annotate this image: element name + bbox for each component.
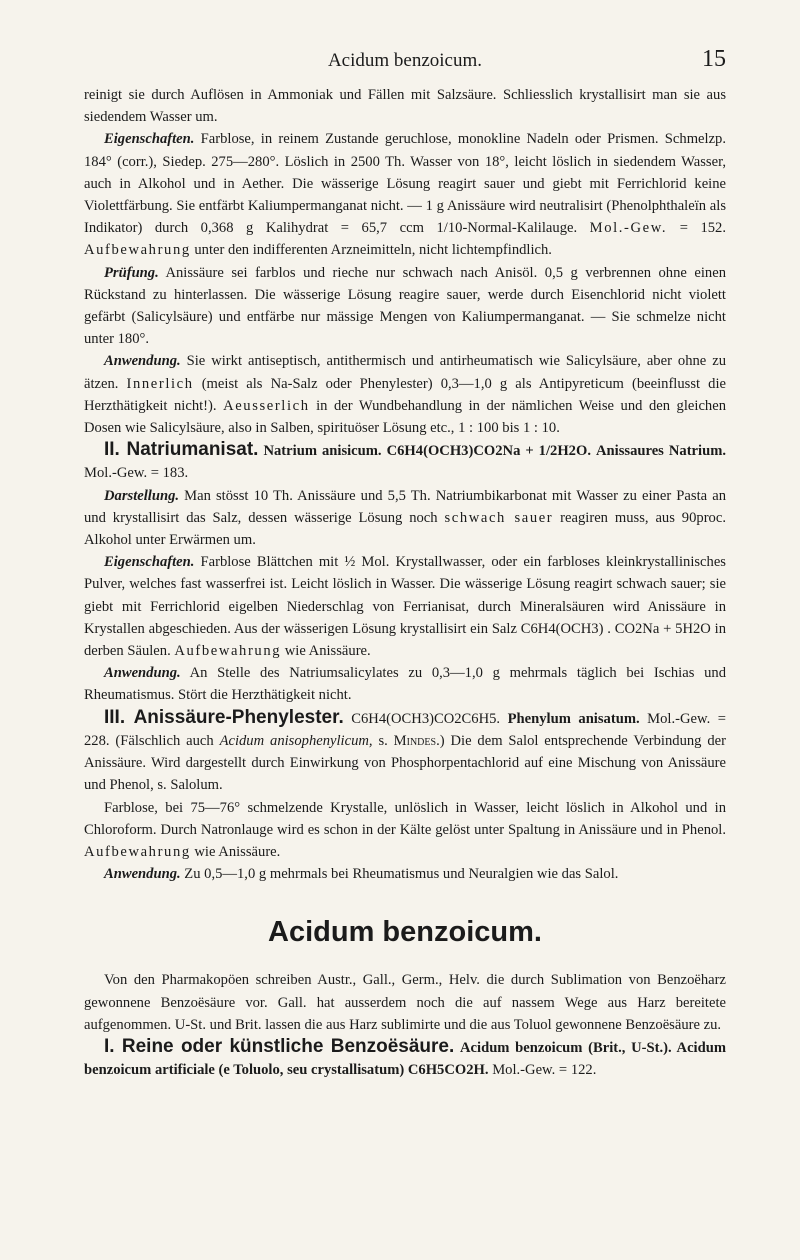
label-anwendung: Anwendung. [104,665,181,682]
running-title: Acidum benzoicum. [327,50,483,71]
paragraph-intro: reinigt sie durch Auflösen in Ammoniak und Fällen mit Salzsäure. Schliesslich krystallisirt man sie aus siedendem Wasser um. [84,87,726,126]
section-heading: II. Natriumanisat. [104,439,259,461]
label-eigenschaften: Eigenschaften. [104,554,195,571]
paragraph-pruefung: Prüfung. Anissäure sei farblos und rieche nur schwach nach Anisöl. 0,5 g verbrennen ohne einen Rückstand zu hinterlassen. Die wässerige Lösung reagire sauer, werde durch Eisenchlorid nicht violett gefärbt (Salicylsäure) und entfärbe nur mässige Mengen von Kaliumpermanganat. — Sie schmelze nicht unter 180°. [84,264,726,348]
paragraph-anwendung-2: Anwendung. An Stelle des Natriumsalicylates zu 0,3—1,0 g mehrmals täglich bei Ischias und Rheumatismus. Stört die Herzthätigkeit nicht. [84,665,726,704]
paragraph-eigenschaften-2: Eigenschaften. Farblose Blättchen mit ½ Mol. Krystallwasser, oder ein farbloses kleinkrystallinisches Pulver, welches fast wasserfrei ist. Leicht löslich in Wasser. Die wässerige Lösung reagirt schwach sauer; sie giebt mit Ferrichlorid eigelben Niederschlag von Ferrianisat, durch Mineralsäuren wird Anissäure in Krystallen abgeschieden. Aus der wässerigen Lösung krystallisirt ein Salz C6H4(OCH3) . CO2Na + 5H2O in derben Säulen. Aufbewahrung wie Anissäure. [84,554,726,660]
section-benzoesaeure: I. Reine oder künstliche Benzoësäure. Acidum benzoicum (Brit., U-St.). Acidum benzoicum artificiale (e Toluolo, seu crystallisatum) C6H5CO2H. Mol.-Gew. = 122. [84,1035,726,1079]
label-darstellung: Darstellung. [104,487,180,504]
section-natriumanisat: II. Natriumanisat. Natrium anisicum. C6H4(OCH3)CO2Na + 1/2H2O. Anissaures Natrium. Mol.-Gew. = 183. [84,439,727,482]
chapter-title: Acidum benzoicum. [268,916,542,949]
paragraph-anwendung-3: Anwendung. Zu 0,5—1,0 g mehrmals bei Rheumatismus und Neuralgien wie das Salol. [104,866,619,883]
section-phenylester: III. Anissäure-Phenylester. C6H4(OCH3)CO2C6H5. Phenylum anisatum. Mol.-Gew. = 228. (Fälschlich auch Acidum anisophenylicum, s. Mindes.) Die dem Salol entsprechende Verbindung der Anissäure. Wird dargestellt durch Einwirkung von Phosphorpentachlorid auf eine Mischung von Anissäure und Phenol, s. Salolum. [84,706,727,794]
paragraph-benzoe-intro: Von den Pharmakopöen schreiben Austr., Gall., Germ., Helv. die durch Sublimation von Benzoëharz gewonnene Benzoësäure vor. Gall. hat ausserdem noch die auf nassem Wege aus Harz bereitete aufgenommen. U-St. und Brit. lassen die aus Harz sublimirte und die aus Toluol gewonnene Benzoësäure zu. [84,972,726,1033]
section-heading: III. Anissäure-Phenylester. [104,706,344,728]
chemical-formula: C6H4(OCH3)CO2C6H5. [351,710,501,727]
page-number: 15 [702,46,726,72]
label-pruefung: Prüfung. [104,264,159,281]
chemical-formula: C6H4(OCH3)CO2Na + 1/2H2O. [386,443,591,460]
running-header [84,46,726,76]
label-eigenschaften: Eigenschaften. [104,131,195,148]
label-anwendung: Anwendung. [104,866,181,883]
section-heading: I. Reine oder künstliche Benzoësäure. [104,1035,455,1057]
label-anwendung: Anwendung. [104,353,181,370]
fraction: 1/10 [436,220,463,237]
page-body [84,84,726,1081]
paragraph-phenylester-eigenschaften: Farblose, bei 75—76° schmelzende Krystalle, unlöslich in Wasser, leicht löslich in Alkohol und in Chloroform. Durch Natronlauge wird es schon in der Kälte gelöst unter Spaltung in Anissäure und in Phenol. Aufbewahrung wie Anissäure. [84,799,726,860]
paragraph-eigenschaften-1: Eigenschaften. Farblose, in reinem Zustande geruchlose, monokline Nadeln oder Prismen. Schmelzp. 184° (corr.), Siedep. 275—280°. Löslich in 2500 Th. Wasser von 18°, leicht löslich in siedendem Wasser, auch in Alkohol und in Aether. Die wässerige Lösung reagirt sauer und giebt mit Ferrichlorid keine Violettfärbung. Sie entfärbt Kaliumpermanganat nicht. — 1 g Anissäure wird neutralisirt (Phenolphthaleïn als Indikator) durch 0,368 g Kalihydrat = 65,7 ccm 1/10-Normal-Kalilauge. Mol.-Gew. = 152. Aufbewahrung unter den indifferenten Arzneimitteln, nicht lichtempfindlich. [84,131,726,259]
paragraph-darstellung: Darstellung. Man stösst 10 Th. Anissäure und 5,5 Th. Natriumbikarbonat mit Wasser zu einer Pasta an und krystallisirt das Salz, dessen wässerige Lösung noch schwach sauer reagiren muss, aus 90proc. Alkohol unter Erwärmen um. [84,487,726,549]
paragraph-anwendung-1: Anwendung. Sie wirkt antiseptisch, antithermisch und antirheumatisch wie Salicylsäure, aber ohne zu ätzen. Innerlich (meist als Na-Salz oder Phenylester) 0,3—1,0 g als Antipyreticum (beeinflusst die Herzthätigkeit nicht!). Aeusserlich in der Wundbehandlung in der nämlichen Weise und den gleichen Dosen wie Salicylsäure, also in Salben, spirituöser Lösung etc., 1 : 100 bis 1 : 10. [84,353,726,437]
